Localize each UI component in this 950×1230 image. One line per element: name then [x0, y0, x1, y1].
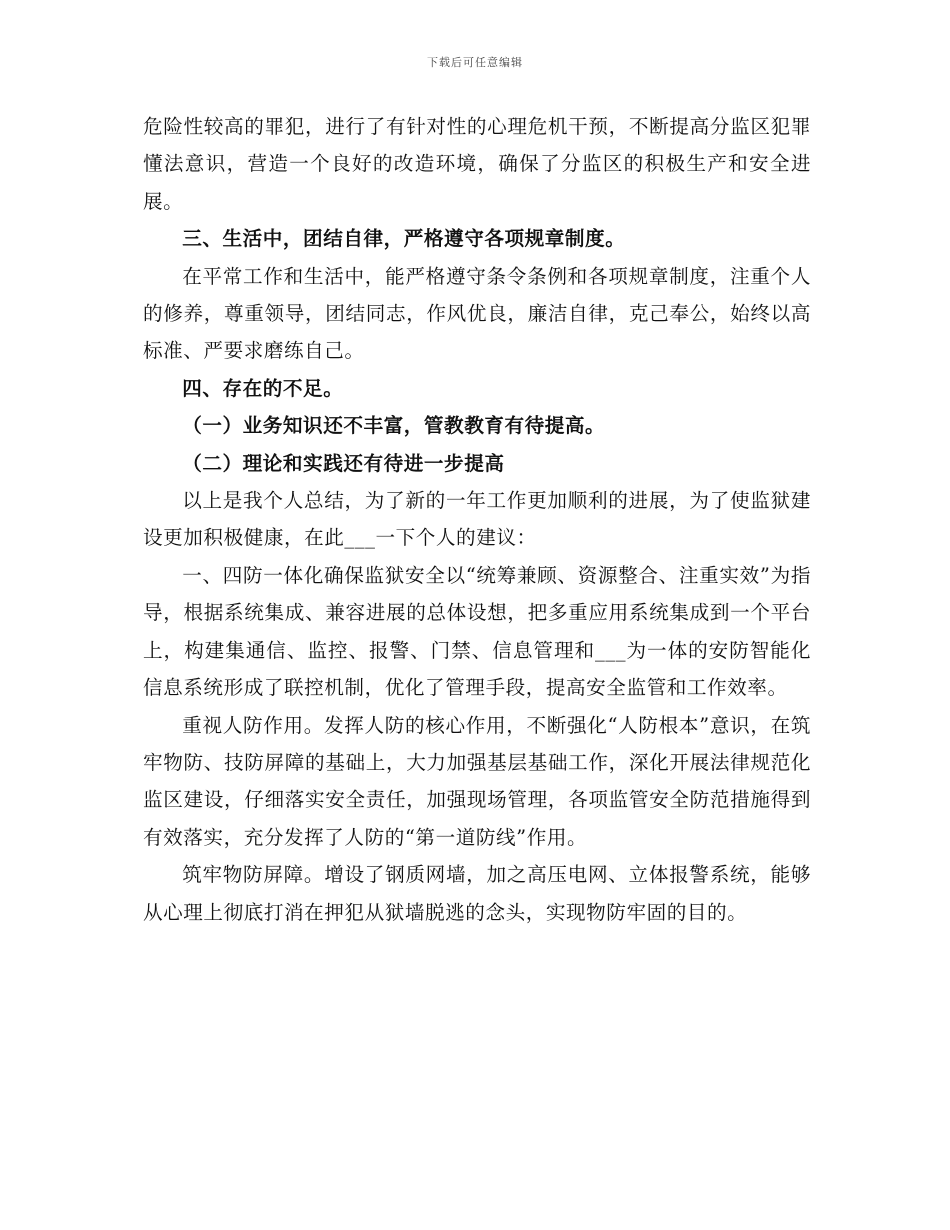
paragraph-continued-text: 危险性较高的罪犯，进行了有针对性的心理危机干预，不断提高分监区犯罪懂法意识，营造一个良好的改造环境，确保了分监区的积极生产和安全进展。	[143, 115, 811, 213]
page-header: 下载后可任意编辑	[427, 56, 523, 69]
document-body	[143, 108, 811, 931]
section-heading-life-discipline: 三、生活中，团结自律，严格遵守各项规章制度。	[182, 227, 626, 251]
paragraph-summary-intro: 以上是我个人总结，为了新的一年工作更加顺利的进展，为了使监狱建设更加积极健康，在此___一下个人的建议：	[143, 489, 811, 550]
paragraph-daily-conduct: 在平常工作和生活中，能严格遵守条令条例和各项规章制度，注重个人的修养，尊重领导，团结同志，作风优良，廉洁自律，克己奉公，始终以高标准、严要求磨练自己。	[143, 264, 811, 363]
paragraph-four-defense: 一、四防一体化确保监狱安全以“统筹兼顾、资源整合、注重实效”为指导，根据系统集成、兼容进展的总体设想，把多重应用系统集成到一个平台上，构建集通信、监控、报警、门禁、信息管理和___为一体的安防智能化信息系统形成了联控机制，优化了管理手段，提高安全监管和工作效率。	[143, 563, 811, 700]
paragraph-physical-defense: 筑牢物防屏障。增设了钢质网墙，加之高压电网、立体报警系统，能够从心理上彻底打消在押犯从狱墙脱逃的念头，实现物防牢固的目的。	[143, 863, 811, 924]
subheading-shortcoming-2: （二）理论和实践还有待进一步提高	[182, 451, 505, 475]
section-heading-shortcomings: 四、存在的不足。	[182, 376, 344, 400]
paragraph-human-defense: 重视人防作用。发挥人防的核心作用，不断强化“人防根本”意识，在筑牢物防、技防屏障的基础上，大力加强基层基础工作，深化开展法律规范化监区建设，仔细落实安全责任，加强现场管理，各项监管安全防范措施得到有效落实，充分发挥了人防的“第一道防线”作用。	[143, 713, 811, 849]
subheading-shortcoming-1: （一）业务知识还不丰富，管教教育有待提高。	[182, 414, 606, 438]
